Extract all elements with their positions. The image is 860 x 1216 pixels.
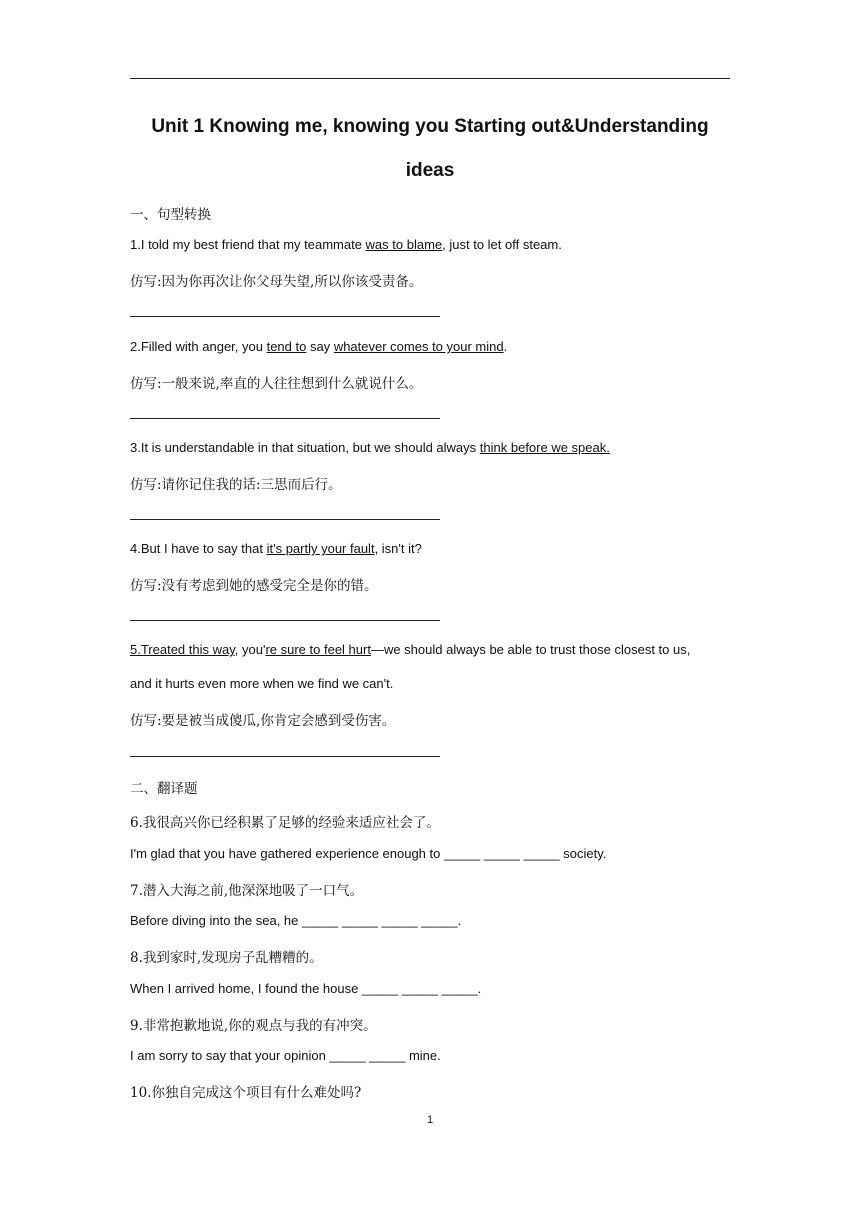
underlined-phrase: re sure to feel hurt xyxy=(265,642,371,657)
text-segment: 3.It is understandable in that situation, but we should always xyxy=(130,440,480,455)
underlined-phrase: tend to xyxy=(266,339,307,354)
item-8-english: When I arrived home, I found the house _____ _____ _____. xyxy=(130,981,482,996)
text-segment: , isn't it? xyxy=(374,541,422,556)
underlined-phrase: it's partly your fault xyxy=(266,541,375,556)
text-segment: —we should always be able to trust those closest to us, xyxy=(370,642,691,657)
item-4-answer-line[interactable] xyxy=(130,620,440,621)
text-segment: , just to let off steam. xyxy=(442,237,562,252)
document-title-line-2: ideas xyxy=(405,160,455,181)
item-9-english: I am sorry to say that your opinion _____ _____ mine. xyxy=(130,1048,441,1063)
item-9-chinese: 9.非常抱歉地说,你的观点与我的有冲突。 xyxy=(130,1018,377,1034)
underlined-phrase: was to blame xyxy=(365,237,443,252)
section-2-heading: 二、翻译题 xyxy=(130,781,198,797)
item-3-answer-line[interactable] xyxy=(130,519,440,520)
underlined-phrase: whatever comes to your mind xyxy=(333,339,504,354)
item-5-sentence-continued: and it hurts even more when we find we can't. xyxy=(130,676,394,691)
text-segment: . xyxy=(503,339,508,354)
section-1-heading: 一、句型转换 xyxy=(130,207,211,223)
item-4-sentence xyxy=(130,541,422,556)
item-4-imitate: 仿写:没有考虑到她的感受完全是你的错。 xyxy=(130,578,378,594)
item-6-english: I'm glad that you have gathered experience enough to _____ _____ _____ society. xyxy=(130,846,607,861)
document-title-line-1: Unit 1 Knowing me, knowing you Starting out&Understanding xyxy=(151,116,709,137)
text-segment: 4.But I have to say that xyxy=(130,541,267,556)
text-segment: , you' xyxy=(234,642,266,657)
item-7-english: Before diving into the sea, he _____ _____ _____ _____. xyxy=(130,913,462,928)
item-1-answer-line[interactable] xyxy=(130,316,440,317)
item-8-chinese: 8.我到家时,发现房子乱糟糟的。 xyxy=(130,950,323,966)
underlined-phrase: 5.Treated this way xyxy=(130,642,235,657)
item-5-imitate: 仿写:要是被当成傻瓜,你肯定会感到受伤害。 xyxy=(130,713,396,729)
underlined-phrase: think before we speak. xyxy=(479,440,610,455)
item-1-imitate: 仿写:因为你再次让你父母失望,所以你该受责备。 xyxy=(130,274,423,290)
item-2-answer-line[interactable] xyxy=(130,418,440,419)
text-segment: say xyxy=(306,339,334,354)
item-3-imitate: 仿写:请你记住我的话:三思而后行。 xyxy=(130,477,342,493)
item-6-chinese: 6.我很高兴你已经积累了足够的经验来适应社会了。 xyxy=(130,815,440,831)
text-segment: 1.I told my best friend that my teammate xyxy=(130,237,366,252)
item-1-sentence xyxy=(130,237,562,252)
item-2-sentence xyxy=(130,339,507,354)
item-2-imitate: 仿写:一般来说,率直的人往往想到什么就说什么。 xyxy=(130,376,423,392)
item-5-sentence xyxy=(130,642,690,657)
item-10-chinese: 10.你独自完成这个项目有什么难处吗? xyxy=(130,1085,362,1101)
page-number: 1 xyxy=(426,1114,434,1126)
item-3-sentence xyxy=(130,440,610,455)
header-rule xyxy=(130,78,730,79)
item-7-chinese: 7.潜入大海之前,他深深地吸了一口气。 xyxy=(130,883,364,899)
text-segment: 2.Filled with anger, you xyxy=(130,339,267,354)
item-5-answer-line[interactable] xyxy=(130,756,440,757)
